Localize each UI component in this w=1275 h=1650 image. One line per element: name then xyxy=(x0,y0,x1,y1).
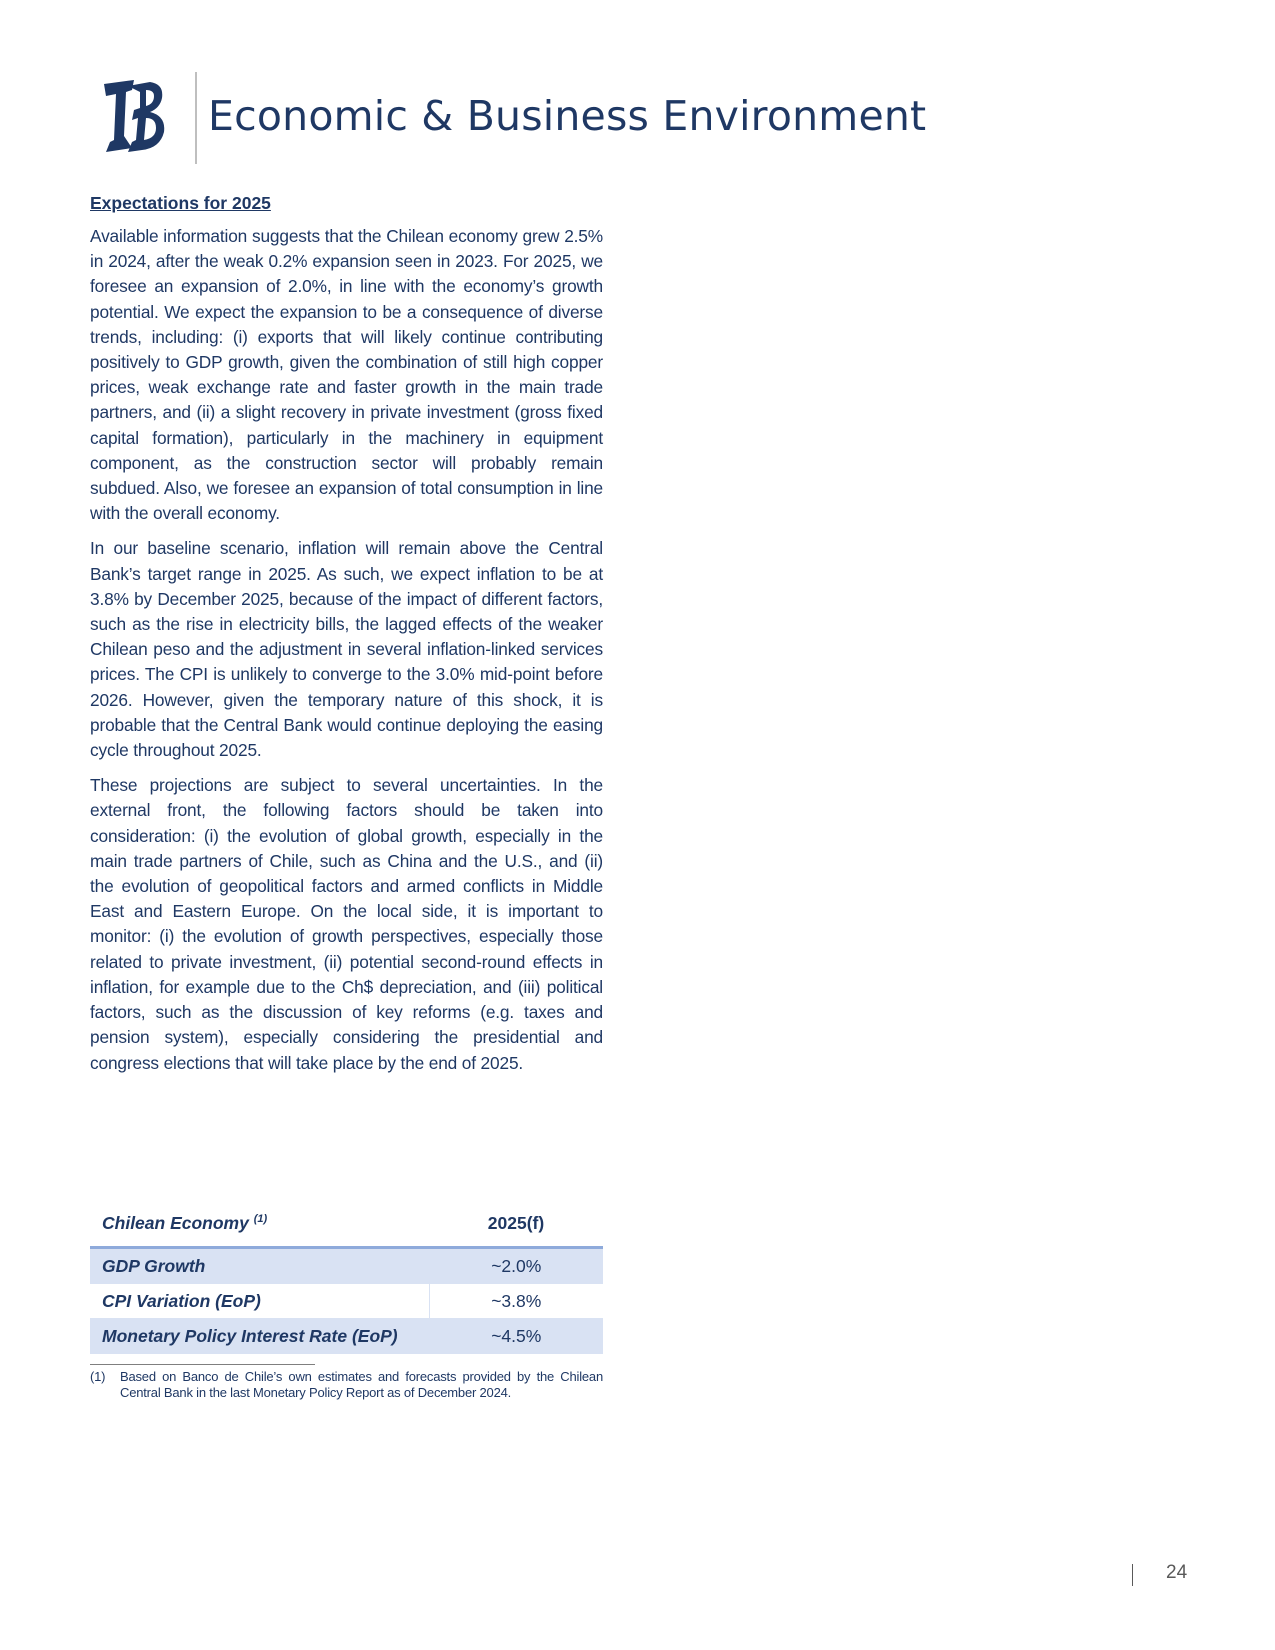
chilean-economy-table xyxy=(90,1200,603,1354)
footnote-divider xyxy=(90,1364,315,1365)
row-label: Monetary Policy Interest Rate (EoP) xyxy=(90,1319,429,1354)
paragraph-inflation: In our baseline scenario, inflation will remain above the Central Bank’s target range in 2025. As such, we expect inflation to be at 3.8% by December 2025, because of the impact of different factors, such as the rise in electricity bills, the lagged effects of the weaker Chilean peso and the adjustment in several inflation-linked services prices. The CPI is unlikely to converge to the 3.0% mid-point before 2026. However, given the temporary nature of this shock, it is probable that the Central Bank would continue deploying the easing cycle throughout 2025. xyxy=(90,538,603,761)
row-value: ~4.5% xyxy=(491,1325,542,1346)
footnote-number: (1) xyxy=(90,1369,106,1384)
page-number: 24 xyxy=(1166,1562,1188,1583)
paragraph-growth: Available information suggests that the Chilean economy grew 2.5% in 2024, after the weak 0.2% expansion seen in 2023. For 2025, we foresee an expansion of 2.0%, in line with the economy’s growth potential. We expect the expansion to be a consequence of diverse trends, including: (i) exports that will likely continue contributing positively to GDP growth, given the combination of still high copper prices, weak exchange rate and faster growth in the main trade partners, and (ii) a slight recovery in private investment (gross fixed capital formation), particularly in the machinery in equipment component, as the construction sector will probably remain subdued. Also, we foresee an expansion of total consumption in line with the overall economy. xyxy=(90,226,603,524)
paragraph-uncertainties: These projections are subject to several uncertainties. In the external front, the following factors should be taken into consideration: (i) the evolution of global growth, especially in the main trade partners of Chile, such as China and the U.S., and (ii) the evolution of geopolitical factors and armed conflicts in Middle East and Eastern Europe. On the local side, it is important to monitor: (i) the evolution of growth perspectives, especially those related to private investment, (ii) potential second-round effects in inflation, for example due to the Ch$ depreciation, and (iii) political factors, such as the discussion of key reforms (e.g. taxes and pension system), especially considering the presidential and congress elections that will take place by the end of 2025. xyxy=(90,775,603,1073)
footnote-ref: (1) xyxy=(253,1212,268,1225)
table-row xyxy=(90,1319,603,1354)
main-content xyxy=(90,193,603,1086)
table-row xyxy=(90,1284,603,1319)
table-header-value: 2025(f) xyxy=(429,1200,603,1248)
table-header-row xyxy=(90,1200,603,1248)
row-label: CPI Variation (EoP) xyxy=(90,1284,429,1319)
bank-logo-icon xyxy=(98,78,168,156)
page-title: Economic & Business Environment xyxy=(208,92,927,140)
row-value: ~2.0% xyxy=(491,1255,542,1276)
table-header-label: Chilean Economy $^{(1)}$ xyxy=(90,1200,429,1248)
row-value: ~3.8% xyxy=(491,1290,542,1311)
table-row xyxy=(90,1248,603,1284)
title-divider xyxy=(195,72,197,164)
page-number-divider xyxy=(1132,1564,1133,1586)
footnote xyxy=(90,1369,603,1401)
section-heading: Expectations for 2025 xyxy=(90,193,271,213)
footnote-text: Based on Banco de Chile’s own estimates and forecasts provided by the Chilean Central Bank in the last Monetary Policy Report as of December 2024. xyxy=(120,1369,603,1400)
row-label: GDP Growth xyxy=(90,1248,429,1284)
